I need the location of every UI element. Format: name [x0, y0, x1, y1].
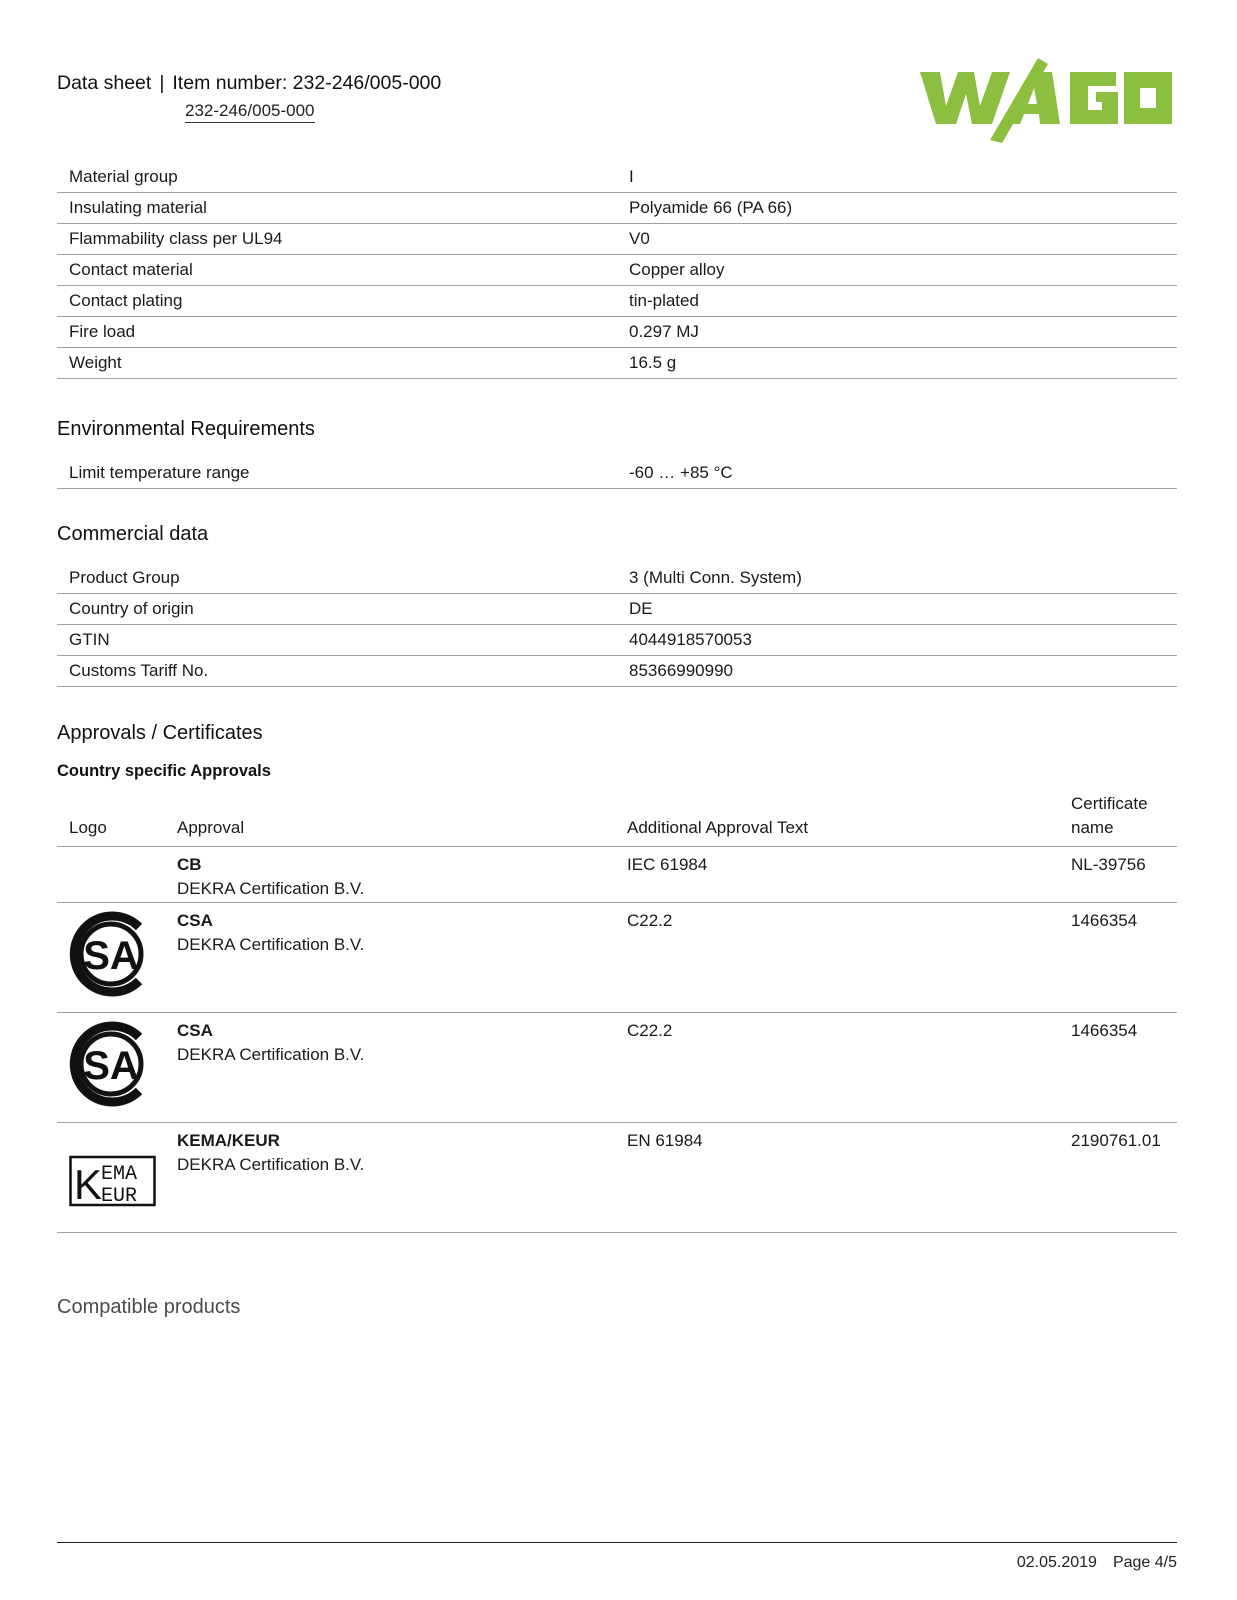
approvals-heading: Approvals / Certificates	[57, 722, 263, 744]
kema-keur-logo	[69, 1143, 157, 1223]
row-value: Polyamide 66 (PA 66)	[617, 193, 1177, 224]
approval-body: DEKRA Certification B.V.	[177, 1155, 365, 1174]
additional-text: C22.2	[627, 903, 1071, 1013]
title-separator: |	[159, 72, 165, 94]
row-value: 85366990990	[617, 656, 1177, 687]
certificate-name: NL-39756	[1071, 847, 1177, 903]
row-value: DE	[617, 594, 1177, 625]
row-label: Contact material	[57, 255, 617, 286]
table-row	[57, 193, 1177, 224]
kema-bottom-letters: EUR	[101, 1185, 138, 1208]
footer-divider	[57, 1542, 1177, 1543]
row-label: Insulating material	[57, 193, 617, 224]
footer-date: 02.05.2019	[1016, 1554, 1097, 1571]
commercial-heading: Commercial data	[57, 523, 209, 545]
row-label: Product Group	[57, 563, 617, 594]
table-row	[57, 162, 1177, 193]
approval-name: KEMA/KEUR	[177, 1131, 280, 1150]
approval-cell	[177, 903, 627, 1013]
row-value: 3 (Multi Conn. System)	[617, 563, 1177, 594]
col-header-additional: Additional Approval Text	[627, 792, 1071, 847]
materials-table	[57, 162, 1177, 379]
environmental-table	[57, 458, 1177, 489]
approval-cell	[177, 847, 627, 903]
approval-body: DEKRA Certification B.V.	[177, 1045, 365, 1064]
table-row	[57, 625, 1177, 656]
item-number-link[interactable]: 232-246/005-000	[185, 101, 315, 123]
additional-text: C22.2	[627, 1013, 1071, 1123]
row-label: Limit temperature range	[57, 458, 617, 489]
row-label: GTIN	[57, 625, 617, 656]
additional-text: EN 61984	[627, 1123, 1071, 1233]
row-value: V0	[617, 224, 1177, 255]
table-row	[57, 255, 1177, 286]
approval-cell	[177, 1013, 627, 1123]
row-value: 16.5 g	[617, 348, 1177, 379]
row-value: Copper alloy	[617, 255, 1177, 286]
wago-logo	[920, 58, 1172, 143]
commercial-table	[57, 563, 1177, 687]
approval-body: DEKRA Certification B.V.	[177, 879, 365, 898]
table-row	[57, 224, 1177, 255]
col-header-certificate	[1071, 792, 1177, 847]
approvals-table	[57, 792, 1177, 1233]
col-header-certificate-line1: Certificate	[1071, 794, 1148, 813]
csa-logo	[69, 909, 149, 999]
page-footer	[1017, 1554, 1177, 1572]
title-prefix: Data sheet	[57, 72, 152, 94]
approval-name: CSA	[177, 1021, 213, 1040]
row-label: Country of origin	[57, 594, 617, 625]
col-header-approval: Approval	[177, 792, 627, 847]
logo-cell-empty	[57, 847, 177, 903]
approval-name: CB	[177, 855, 202, 874]
compatible-products-heading: Compatible products	[57, 1296, 241, 1318]
table-row	[57, 458, 1177, 489]
approval-body: DEKRA Certification B.V.	[177, 935, 365, 954]
svg-text:SA: SA	[83, 1044, 139, 1088]
col-header-certificate-line2: name	[1071, 818, 1114, 837]
row-label: Customs Tariff No.	[57, 656, 617, 687]
row-label: Flammability class per UL94	[57, 224, 617, 255]
csa-logo	[69, 1019, 149, 1109]
table-row	[57, 317, 1177, 348]
certificate-name: 2190761.01	[1071, 1123, 1177, 1233]
logo-cell	[57, 903, 177, 1013]
title-item-number: Item number: 232-246/005-000	[172, 72, 442, 94]
certificate-name: 1466354	[1071, 903, 1177, 1013]
logo-cell	[57, 1013, 177, 1123]
row-label: Weight	[57, 348, 617, 379]
certificate-name: 1466354	[1071, 1013, 1177, 1123]
kema-k-letter: K	[74, 1161, 103, 1208]
table-row	[57, 903, 1177, 1013]
table-row	[57, 1013, 1177, 1123]
table-row	[57, 1123, 1177, 1233]
col-header-logo: Logo	[57, 792, 177, 847]
table-header-row	[57, 792, 1177, 847]
table-row	[57, 847, 1177, 903]
row-label: Material group	[57, 162, 617, 193]
table-row	[57, 563, 1177, 594]
row-value: 4044918570053	[617, 625, 1177, 656]
approval-cell	[177, 1123, 627, 1233]
svg-text:SA: SA	[83, 934, 139, 978]
row-label: Fire load	[57, 317, 617, 348]
table-row	[57, 594, 1177, 625]
row-value: 0.297 MJ	[617, 317, 1177, 348]
table-row	[57, 286, 1177, 317]
row-value: I	[617, 162, 1177, 193]
table-row	[57, 656, 1177, 687]
page-title	[57, 72, 441, 95]
kema-top-letters: EMA	[101, 1163, 138, 1186]
environmental-heading: Environmental Requirements	[57, 418, 315, 440]
additional-text: IEC 61984	[627, 847, 1071, 903]
row-label: Contact plating	[57, 286, 617, 317]
row-value: -60 … +85 °C	[617, 458, 1177, 489]
approvals-subheading: Country specific Approvals	[57, 762, 271, 780]
footer-page-number: Page 4/5	[1112, 1554, 1177, 1571]
approval-name: CSA	[177, 911, 213, 930]
row-value: tin-plated	[617, 286, 1177, 317]
logo-cell	[57, 1123, 177, 1233]
table-row	[57, 348, 1177, 379]
